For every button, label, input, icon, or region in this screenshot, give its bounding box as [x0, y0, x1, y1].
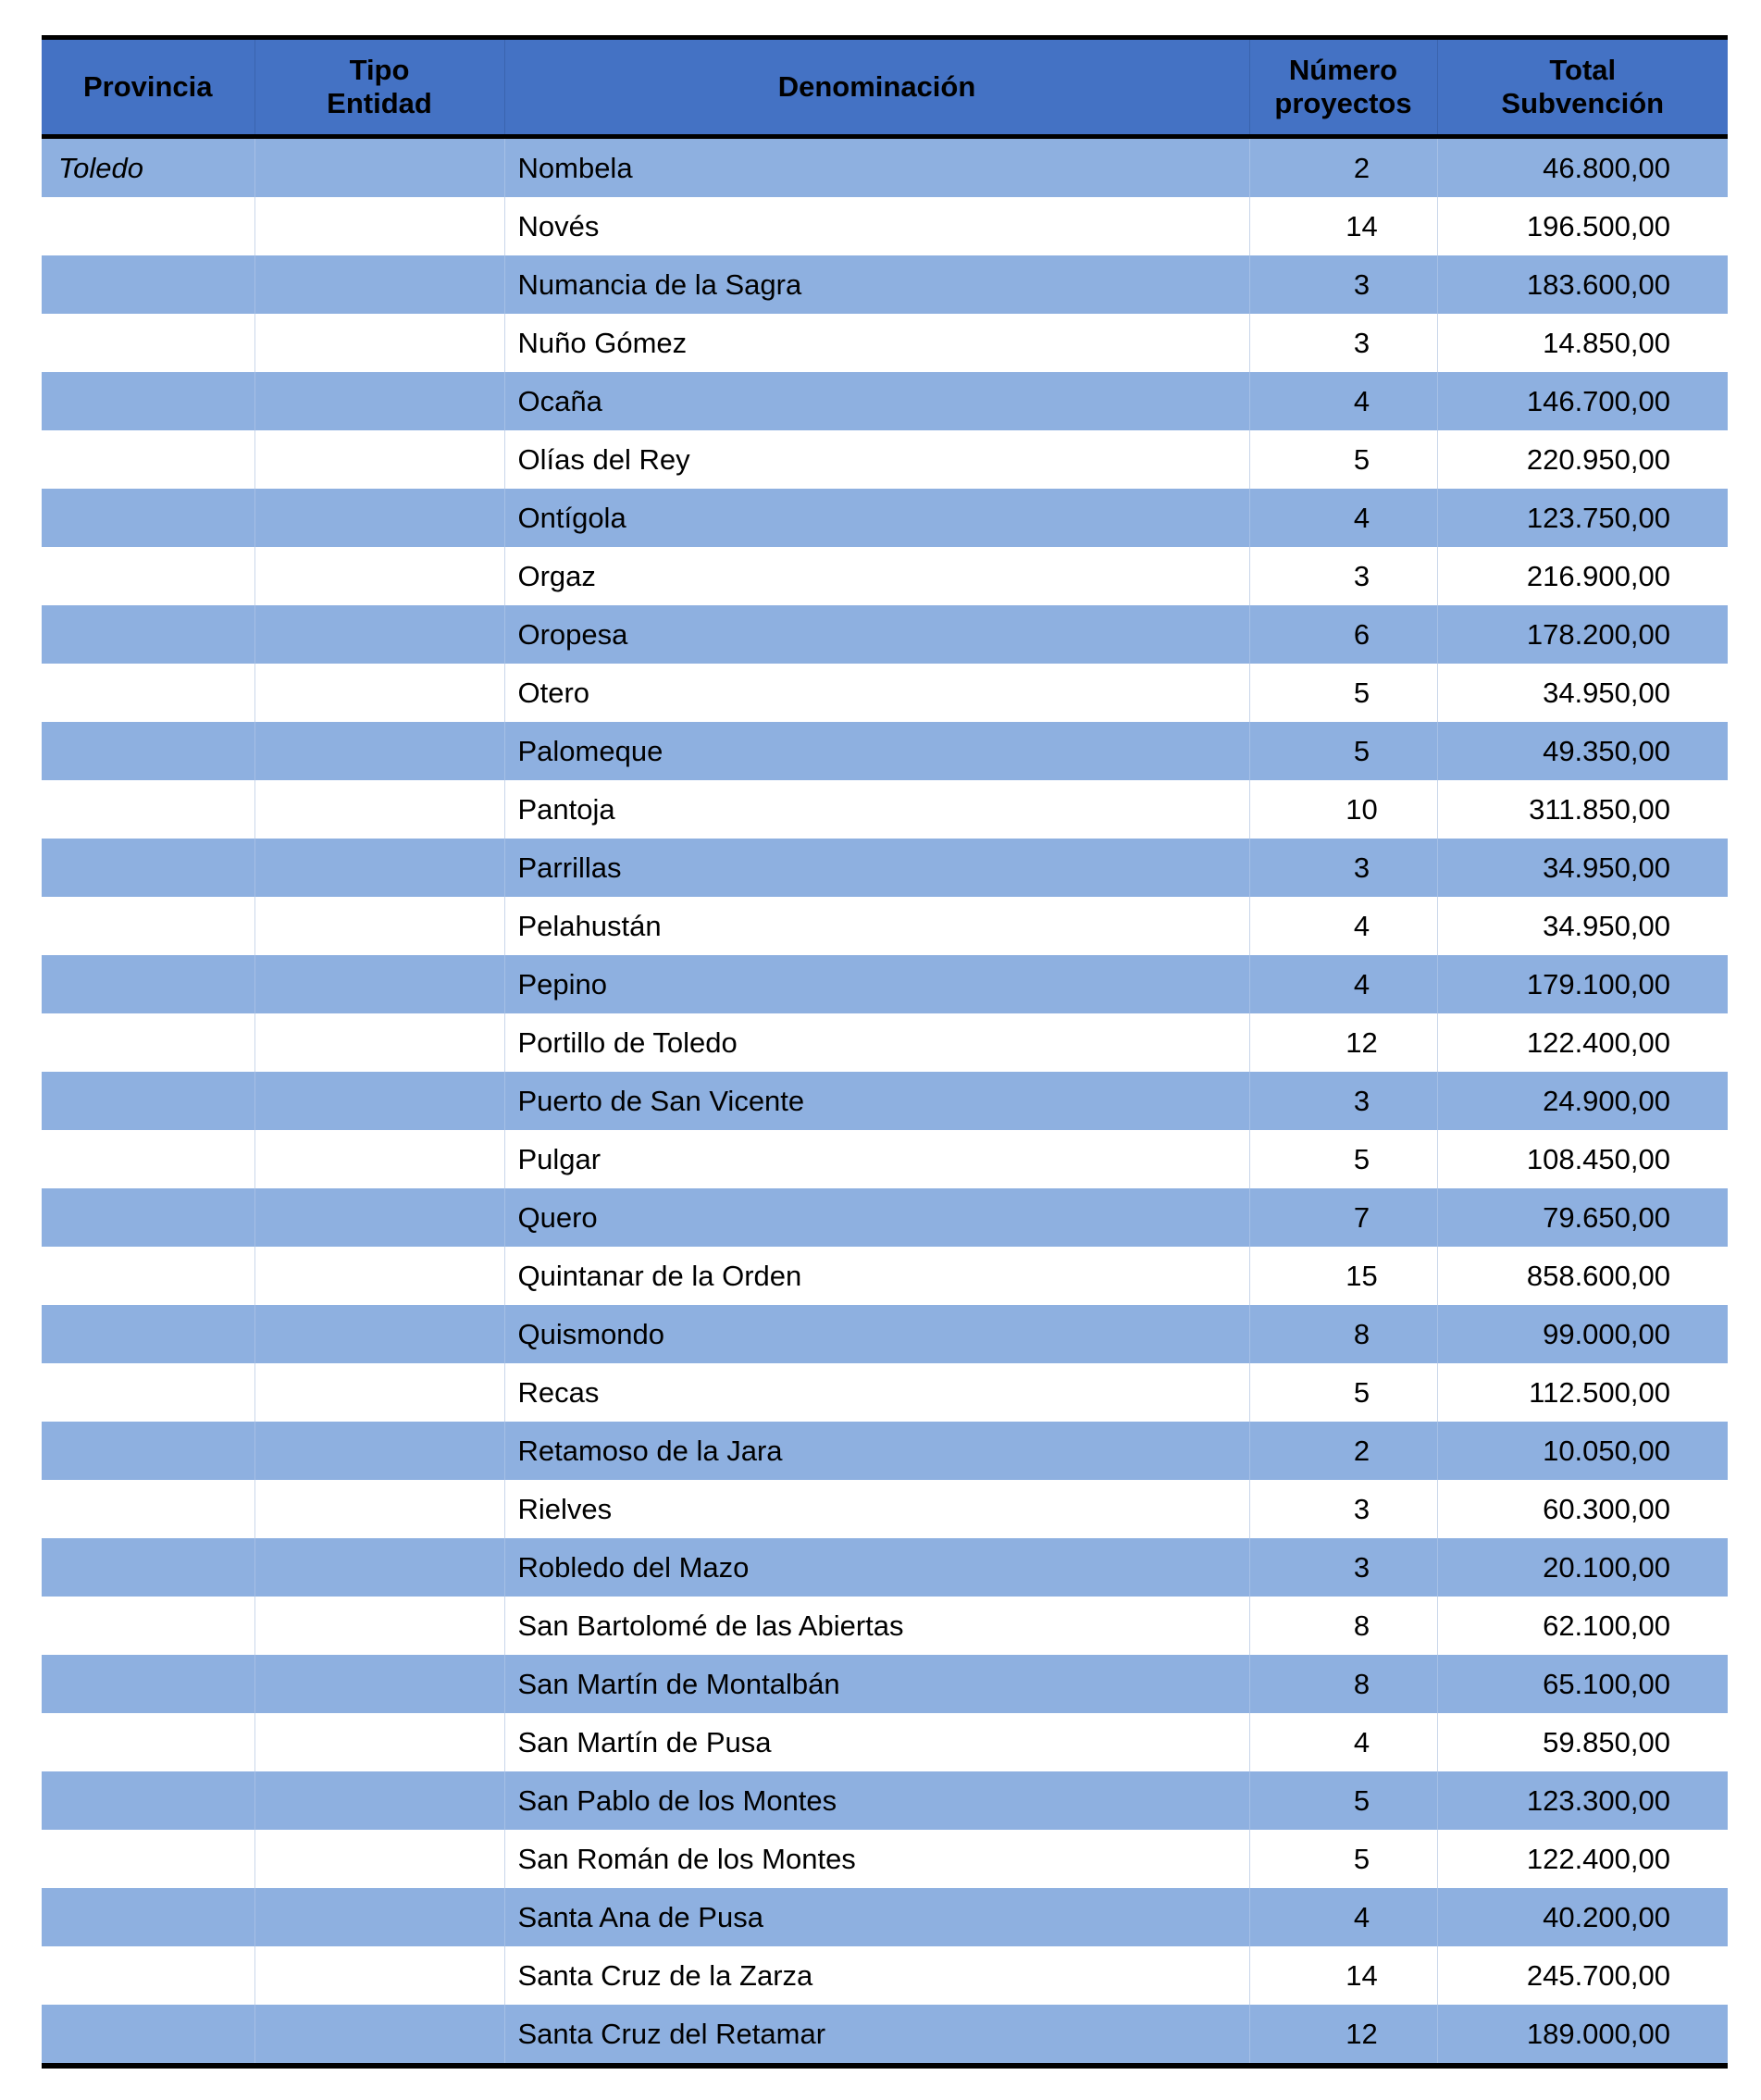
- cell-denominacion: Robledo del Mazo: [504, 1538, 1249, 1597]
- cell-provincia: [42, 1188, 254, 1247]
- cell-total-subvencion: 189.000,00: [1437, 2005, 1728, 2063]
- table-row: [42, 1597, 1728, 1655]
- cell-provincia: [42, 1946, 254, 2005]
- table-row: [42, 1188, 1728, 1247]
- table-row: [42, 1888, 1728, 1946]
- cell-tipo-entidad: [254, 1538, 504, 1597]
- cell-numero-proyectos: 5: [1249, 722, 1437, 780]
- cell-numero-proyectos: 14: [1249, 1946, 1437, 2005]
- cell-numero-proyectos: 3: [1249, 1072, 1437, 1130]
- cell-denominacion: Pelahustán: [504, 897, 1249, 955]
- cell-denominacion: San Bartolomé de las Abiertas: [504, 1597, 1249, 1655]
- header-numero-proyectos-label: Número proyectos: [1274, 54, 1412, 119]
- cell-numero-proyectos: 5: [1249, 664, 1437, 722]
- table-row: [42, 489, 1728, 547]
- cell-tipo-entidad: [254, 489, 504, 547]
- cell-denominacion: Recas: [504, 1363, 1249, 1422]
- cell-numero-proyectos: 12: [1249, 2005, 1437, 2063]
- cell-tipo-entidad: [254, 1713, 504, 1771]
- cell-denominacion: Pulgar: [504, 1130, 1249, 1188]
- cell-denominacion: Orgaz: [504, 547, 1249, 605]
- table-row: [42, 1013, 1728, 1072]
- cell-total-subvencion: 858.600,00: [1437, 1247, 1728, 1305]
- cell-total-subvencion: 122.400,00: [1437, 1013, 1728, 1072]
- cell-provincia: [42, 839, 254, 897]
- header-total-subvencion-label: Total Subvención: [1501, 54, 1665, 119]
- table-row: [42, 1538, 1728, 1597]
- cell-numero-proyectos: 7: [1249, 1188, 1437, 1247]
- cell-total-subvencion: 14.850,00: [1437, 314, 1728, 372]
- cell-provincia: [42, 372, 254, 430]
- cell-numero-proyectos: 2: [1249, 1422, 1437, 1480]
- cell-numero-proyectos: 3: [1249, 839, 1437, 897]
- cell-total-subvencion: 46.800,00: [1437, 139, 1728, 197]
- table-row: [42, 839, 1728, 897]
- cell-numero-proyectos: 10: [1249, 780, 1437, 839]
- cell-tipo-entidad: [254, 780, 504, 839]
- cell-total-subvencion: 20.100,00: [1437, 1538, 1728, 1597]
- cell-provincia: [42, 1130, 254, 1188]
- cell-tipo-entidad: [254, 197, 504, 255]
- cell-denominacion: Ontígola: [504, 489, 1249, 547]
- cell-provincia: [42, 1247, 254, 1305]
- table-row: [42, 1830, 1728, 1888]
- table-row: [42, 372, 1728, 430]
- cell-tipo-entidad: [254, 1597, 504, 1655]
- table-row: [42, 1247, 1728, 1305]
- cell-numero-proyectos: 6: [1249, 605, 1437, 664]
- cell-denominacion: Ocaña: [504, 372, 1249, 430]
- cell-denominacion: Olías del Rey: [504, 430, 1249, 489]
- header-denominacion: Denominación: [504, 40, 1249, 134]
- table-header: [42, 35, 1728, 139]
- table-row: [42, 664, 1728, 722]
- cell-numero-proyectos: 5: [1249, 430, 1437, 489]
- table-row: [42, 430, 1728, 489]
- cell-denominacion: Santa Ana de Pusa: [504, 1888, 1249, 1946]
- cell-provincia: [42, 314, 254, 372]
- cell-provincia: [42, 897, 254, 955]
- cell-numero-proyectos: 5: [1249, 1771, 1437, 1830]
- cell-total-subvencion: 40.200,00: [1437, 1888, 1728, 1946]
- table-body: [42, 139, 1728, 2063]
- cell-total-subvencion: 34.950,00: [1437, 897, 1728, 955]
- cell-provincia: [42, 430, 254, 489]
- cell-total-subvencion: 311.850,00: [1437, 780, 1728, 839]
- cell-total-subvencion: 178.200,00: [1437, 605, 1728, 664]
- cell-denominacion: Quismondo: [504, 1305, 1249, 1363]
- bottom-rule: [42, 2063, 1728, 2069]
- cell-numero-proyectos: 2: [1249, 139, 1437, 197]
- cell-numero-proyectos: 8: [1249, 1597, 1437, 1655]
- cell-provincia: [42, 1013, 254, 1072]
- cell-denominacion: Nombela: [504, 139, 1249, 197]
- table-row: [42, 1480, 1728, 1538]
- cell-denominacion: Portillo de Toledo: [504, 1013, 1249, 1072]
- cell-numero-proyectos: 4: [1249, 489, 1437, 547]
- cell-denominacion: San Pablo de los Montes: [504, 1771, 1249, 1830]
- cell-denominacion: Pepino: [504, 955, 1249, 1013]
- cell-total-subvencion: 24.900,00: [1437, 1072, 1728, 1130]
- cell-total-subvencion: 179.100,00: [1437, 955, 1728, 1013]
- table-row: [42, 722, 1728, 780]
- table-row: [42, 955, 1728, 1013]
- cell-denominacion: Otero: [504, 664, 1249, 722]
- cell-denominacion: Quintanar de la Orden: [504, 1247, 1249, 1305]
- cell-tipo-entidad: [254, 547, 504, 605]
- cell-provincia: [42, 1597, 254, 1655]
- cell-provincia: [42, 1422, 254, 1480]
- cell-total-subvencion: 245.700,00: [1437, 1946, 1728, 2005]
- cell-provincia: Toledo: [42, 139, 254, 197]
- subsidy-table: [42, 35, 1728, 2069]
- cell-provincia: [42, 1830, 254, 1888]
- cell-provincia: [42, 255, 254, 314]
- cell-total-subvencion: 79.650,00: [1437, 1188, 1728, 1247]
- cell-numero-proyectos: 14: [1249, 197, 1437, 255]
- cell-total-subvencion: 59.850,00: [1437, 1713, 1728, 1771]
- cell-denominacion: Puerto de San Vicente: [504, 1072, 1249, 1130]
- cell-tipo-entidad: [254, 1072, 504, 1130]
- cell-total-subvencion: 34.950,00: [1437, 664, 1728, 722]
- cell-tipo-entidad: [254, 1946, 504, 2005]
- header-row: [42, 40, 1728, 134]
- table-row: [42, 780, 1728, 839]
- cell-numero-proyectos: 8: [1249, 1305, 1437, 1363]
- cell-numero-proyectos: 3: [1249, 314, 1437, 372]
- table-row: [42, 605, 1728, 664]
- table-row: [42, 255, 1728, 314]
- cell-denominacion: Parrillas: [504, 839, 1249, 897]
- table-row: [42, 1305, 1728, 1363]
- table-row: [42, 314, 1728, 372]
- cell-total-subvencion: 183.600,00: [1437, 255, 1728, 314]
- cell-total-subvencion: 216.900,00: [1437, 547, 1728, 605]
- cell-numero-proyectos: 3: [1249, 547, 1437, 605]
- cell-tipo-entidad: [254, 897, 504, 955]
- cell-numero-proyectos: 4: [1249, 372, 1437, 430]
- cell-tipo-entidad: [254, 1013, 504, 1072]
- cell-numero-proyectos: 5: [1249, 1130, 1437, 1188]
- table-row: [42, 1130, 1728, 1188]
- cell-tipo-entidad: [254, 1655, 504, 1713]
- cell-numero-proyectos: 4: [1249, 955, 1437, 1013]
- cell-denominacion: Santa Cruz de la Zarza: [504, 1946, 1249, 2005]
- cell-tipo-entidad: [254, 664, 504, 722]
- cell-total-subvencion: 60.300,00: [1437, 1480, 1728, 1538]
- cell-denominacion: San Román de los Montes: [504, 1830, 1249, 1888]
- cell-provincia: [42, 955, 254, 1013]
- cell-tipo-entidad: [254, 1188, 504, 1247]
- table-row: [42, 139, 1728, 197]
- cell-provincia: [42, 1480, 254, 1538]
- cell-numero-proyectos: 15: [1249, 1247, 1437, 1305]
- cell-tipo-entidad: [254, 1830, 504, 1888]
- cell-tipo-entidad: [254, 722, 504, 780]
- cell-tipo-entidad: [254, 314, 504, 372]
- cell-denominacion: Rielves: [504, 1480, 1249, 1538]
- cell-tipo-entidad: [254, 1130, 504, 1188]
- cell-provincia: [42, 780, 254, 839]
- header-numero-proyectos: [1249, 40, 1437, 134]
- cell-total-subvencion: 196.500,00: [1437, 197, 1728, 255]
- cell-denominacion: San Martín de Pusa: [504, 1713, 1249, 1771]
- cell-total-subvencion: 146.700,00: [1437, 372, 1728, 430]
- cell-numero-proyectos: 12: [1249, 1013, 1437, 1072]
- cell-provincia: [42, 1305, 254, 1363]
- cell-total-subvencion: 49.350,00: [1437, 722, 1728, 780]
- cell-tipo-entidad: [254, 1888, 504, 1946]
- cell-provincia: [42, 489, 254, 547]
- cell-denominacion: Santa Cruz del Retamar: [504, 2005, 1249, 2063]
- table-row: [42, 1946, 1728, 2005]
- cell-provincia: [42, 722, 254, 780]
- cell-tipo-entidad: [254, 1771, 504, 1830]
- cell-provincia: [42, 1713, 254, 1771]
- subsidy-table-container: [42, 35, 1728, 2069]
- cell-denominacion: Oropesa: [504, 605, 1249, 664]
- cell-tipo-entidad: [254, 1480, 504, 1538]
- cell-tipo-entidad: [254, 139, 504, 197]
- cell-numero-proyectos: 4: [1249, 897, 1437, 955]
- cell-provincia: [42, 1363, 254, 1422]
- table-row: [42, 547, 1728, 605]
- cell-numero-proyectos: 8: [1249, 1655, 1437, 1713]
- cell-tipo-entidad: [254, 1363, 504, 1422]
- table-row: [42, 1655, 1728, 1713]
- table-row: [42, 1363, 1728, 1422]
- cell-provincia: [42, 1538, 254, 1597]
- cell-tipo-entidad: [254, 1305, 504, 1363]
- cell-total-subvencion: 122.400,00: [1437, 1830, 1728, 1888]
- header-total-subvencion: [1437, 40, 1728, 134]
- cell-denominacion: Novés: [504, 197, 1249, 255]
- cell-tipo-entidad: [254, 839, 504, 897]
- table-row: [42, 1713, 1728, 1771]
- table-row: [42, 2005, 1728, 2063]
- cell-numero-proyectos: 5: [1249, 1830, 1437, 1888]
- cell-provincia: [42, 2005, 254, 2063]
- cell-tipo-entidad: [254, 2005, 504, 2063]
- cell-total-subvencion: 99.000,00: [1437, 1305, 1728, 1363]
- cell-denominacion: Quero: [504, 1188, 1249, 1247]
- cell-tipo-entidad: [254, 1422, 504, 1480]
- header-provincia: Provincia: [42, 40, 254, 134]
- cell-denominacion: San Martín de Montalbán: [504, 1655, 1249, 1713]
- table-row: [42, 1771, 1728, 1830]
- table-row: [42, 1422, 1728, 1480]
- cell-tipo-entidad: [254, 605, 504, 664]
- cell-numero-proyectos: 4: [1249, 1888, 1437, 1946]
- cell-tipo-entidad: [254, 1247, 504, 1305]
- cell-provincia: [42, 547, 254, 605]
- cell-denominacion: Pantoja: [504, 780, 1249, 839]
- cell-tipo-entidad: [254, 372, 504, 430]
- cell-total-subvencion: 108.450,00: [1437, 1130, 1728, 1188]
- cell-numero-proyectos: 3: [1249, 1480, 1437, 1538]
- cell-numero-proyectos: 3: [1249, 255, 1437, 314]
- cell-total-subvencion: 10.050,00: [1437, 1422, 1728, 1480]
- cell-total-subvencion: 123.300,00: [1437, 1771, 1728, 1830]
- cell-provincia: [42, 1771, 254, 1830]
- cell-denominacion: Numancia de la Sagra: [504, 255, 1249, 314]
- cell-total-subvencion: 123.750,00: [1437, 489, 1728, 547]
- cell-numero-proyectos: 4: [1249, 1713, 1437, 1771]
- cell-denominacion: Nuño Gómez: [504, 314, 1249, 372]
- cell-total-subvencion: 220.950,00: [1437, 430, 1728, 489]
- cell-provincia: [42, 197, 254, 255]
- cell-provincia: [42, 1072, 254, 1130]
- cell-tipo-entidad: [254, 255, 504, 314]
- cell-denominacion: Retamoso de la Jara: [504, 1422, 1249, 1480]
- header-tipo-entidad: [254, 40, 504, 134]
- header-tipo-entidad-label: Tipo Entidad: [327, 54, 432, 119]
- cell-tipo-entidad: [254, 955, 504, 1013]
- cell-numero-proyectos: 5: [1249, 1363, 1437, 1422]
- cell-total-subvencion: 34.950,00: [1437, 839, 1728, 897]
- cell-numero-proyectos: 3: [1249, 1538, 1437, 1597]
- table-row: [42, 197, 1728, 255]
- cell-denominacion: Palomeque: [504, 722, 1249, 780]
- cell-total-subvencion: 62.100,00: [1437, 1597, 1728, 1655]
- cell-provincia: [42, 1888, 254, 1946]
- cell-provincia: [42, 1655, 254, 1713]
- cell-total-subvencion: 112.500,00: [1437, 1363, 1728, 1422]
- cell-total-subvencion: 65.100,00: [1437, 1655, 1728, 1713]
- cell-tipo-entidad: [254, 430, 504, 489]
- table-row: [42, 897, 1728, 955]
- cell-provincia: [42, 664, 254, 722]
- table-row: [42, 1072, 1728, 1130]
- cell-provincia: [42, 605, 254, 664]
